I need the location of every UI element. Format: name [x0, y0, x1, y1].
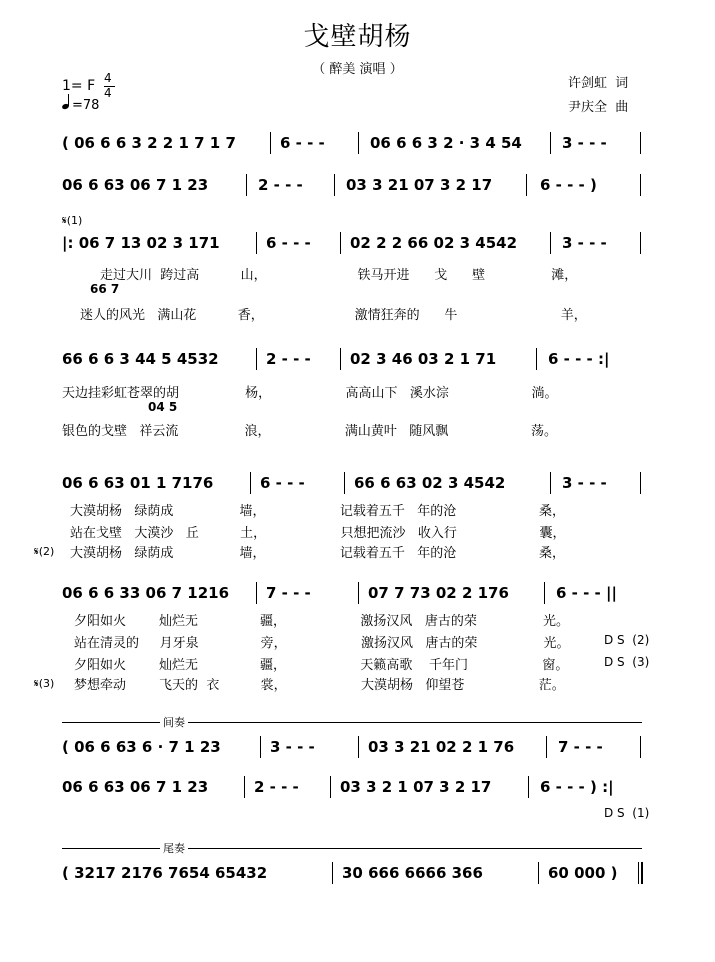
- segno-3: 𝄋(3): [34, 677, 55, 690]
- variant-notes: 04 5: [148, 400, 178, 414]
- measure: 6 - - -: [260, 474, 305, 492]
- lyric-line: 大漠胡杨 绿荫成 墙， 记载着五千 年的沧 桑，: [70, 504, 565, 519]
- measure: 6 - - -: [266, 234, 311, 252]
- barline: [332, 862, 333, 884]
- score-row-3: [62, 234, 642, 256]
- barline: [260, 736, 261, 758]
- lyric-line: 站在戈壁 大漠沙 丘 土， 只想把流沙 收入行 囊，: [70, 526, 566, 541]
- measure: 07 7 73 02 2 176: [368, 584, 509, 602]
- outro-line: [62, 848, 642, 849]
- measure: 06 6 6 33 06 7 1216: [62, 584, 230, 602]
- barline: [244, 776, 245, 798]
- measure: 6 - - -: [280, 134, 325, 152]
- score-row-9: [62, 864, 642, 886]
- measure: 30 666 6666 366: [342, 864, 483, 882]
- measure: 03 3 2 1 07 3 2 17: [340, 778, 492, 796]
- lyric-line: 银色的戈壁 祥云流 浪， 满山黄叶 随风飘 荡。: [62, 424, 557, 439]
- barline: [640, 174, 641, 196]
- measure: 6 - - - ): [540, 176, 597, 194]
- measure: 3 - - -: [270, 738, 315, 756]
- segno-2: 𝄋(2): [34, 545, 55, 558]
- measure: ( 3217 2176 7654 65432: [62, 864, 268, 882]
- composer: 尹庆全 曲: [568, 100, 629, 115]
- barline: [640, 232, 641, 254]
- time-signature-bottom: 4: [104, 86, 112, 100]
- barline: [256, 348, 257, 370]
- measure: 7 - - -: [558, 738, 603, 756]
- measure: 6 - - - ) :|: [540, 778, 614, 796]
- measure: ( 06 6 6 3 2 2 1 7 1 7: [62, 134, 236, 152]
- dal-segno-3: D S (3): [604, 655, 650, 669]
- tempo: =78: [72, 98, 100, 113]
- lyric-line: 大漠胡杨 绿荫成 墙， 记载着五千 年的沧 桑，: [70, 546, 565, 561]
- measure: 06 6 63 06 7 1 23: [62, 778, 209, 796]
- barline: [640, 472, 641, 494]
- measure: 02 2 2 66 02 3 4542: [350, 234, 518, 252]
- barline: [550, 132, 551, 154]
- dal-segno-2: D S (2): [604, 633, 650, 647]
- barline: [358, 582, 359, 604]
- barline: [256, 582, 257, 604]
- measure: 06 6 6 3 2 · 3 4 54: [370, 134, 522, 152]
- barline: [340, 232, 341, 254]
- barline: [528, 776, 529, 798]
- barline: [358, 736, 359, 758]
- barline: [270, 132, 271, 154]
- measure: |: 06 7 13 02 3 171: [62, 234, 220, 252]
- lyric-line: 梦想牵动 飞天的 衣 裳， 大漠胡杨 仰望苍 茫。: [74, 678, 565, 693]
- measure: 6 - - - ||: [556, 584, 617, 602]
- score-row-7: [62, 738, 642, 760]
- barline: [340, 348, 341, 370]
- measure: 7 - - -: [266, 584, 311, 602]
- performer: （ 醉美 演唱 ）: [312, 62, 403, 77]
- barline: [546, 736, 547, 758]
- interlude-line: [62, 722, 642, 723]
- dal-segno-1: D S (1): [604, 806, 650, 820]
- barline: [330, 776, 331, 798]
- measure: 66 6 63 02 3 4542: [354, 474, 506, 492]
- measure: 3 - - -: [562, 134, 607, 152]
- measure: 03 3 21 07 3 2 17: [346, 176, 493, 194]
- score-row-8: [62, 778, 642, 800]
- measure: 3 - - -: [562, 474, 607, 492]
- barline: [334, 174, 335, 196]
- measure: 3 - - -: [562, 234, 607, 252]
- measure: 2 - - -: [254, 778, 299, 796]
- lyric-line: 夕阳如火 灿烂无 疆， 激扬汉风 唐古的荣 光。: [74, 614, 569, 629]
- lyric-line: 迷人的风光 满山花 香， 激情狂奔的 牛 羊，: [80, 308, 587, 323]
- barline: [250, 472, 251, 494]
- lyric-line: 天边挂彩虹苍翠的胡 杨， 高高山下 溪水淙 淌。: [62, 386, 558, 401]
- key-signature: 1= F: [62, 78, 96, 94]
- measure: 06 6 63 01 1 7176: [62, 474, 214, 492]
- measure: 6 - - - :|: [548, 350, 610, 368]
- final-barline: [641, 862, 643, 884]
- song-title: 戈壁胡杨: [303, 22, 412, 52]
- measure: 66 6 6 3 44 5 4532: [62, 350, 219, 368]
- barline: [638, 862, 639, 884]
- measure: 02 3 46 03 2 1 71: [350, 350, 497, 368]
- segno-1: 𝄋(1): [62, 214, 83, 227]
- lyric-line: 走过大川 跨过高 山， 铁马开进 戈 壁 滩，: [100, 268, 578, 283]
- outro-label: 尾奏: [160, 840, 188, 856]
- score-row-2: [62, 176, 642, 198]
- barline: [640, 132, 641, 154]
- lyric-line: 站在清灵的 月牙泉 旁， 激扬汉风 唐古的荣 光。: [74, 636, 570, 651]
- measure: 03 3 21 02 2 1 76: [368, 738, 515, 756]
- lyricist: 许剑虹 词: [568, 76, 629, 91]
- barline: [536, 348, 537, 370]
- measure: ( 06 6 63 6 · 7 1 23: [62, 738, 221, 756]
- note-stem: [68, 94, 69, 106]
- measure: 2 - - -: [266, 350, 311, 368]
- score-row-6: [62, 584, 642, 606]
- measure: 60 000 ): [548, 864, 618, 882]
- barline: [544, 582, 545, 604]
- score-row-4: [62, 350, 642, 372]
- lyric-line: 夕阳如火 灿烂无 疆， 天籁高歌 千年门 窗。: [74, 658, 569, 673]
- barline: [256, 232, 257, 254]
- score-row-1: [62, 134, 642, 156]
- measure: 06 6 63 06 7 1 23: [62, 176, 209, 194]
- barline: [550, 472, 551, 494]
- barline: [550, 232, 551, 254]
- variant-notes: 66 7: [90, 282, 120, 296]
- barline: [526, 174, 527, 196]
- barline: [538, 862, 539, 884]
- measure: 2 - - -: [258, 176, 303, 194]
- interlude-label: 间奏: [160, 714, 188, 730]
- time-signature-top: 4: [104, 71, 112, 85]
- score-row-5: [62, 474, 642, 496]
- barline: [246, 174, 247, 196]
- barline: [640, 736, 641, 758]
- barline: [358, 132, 359, 154]
- barline: [344, 472, 345, 494]
